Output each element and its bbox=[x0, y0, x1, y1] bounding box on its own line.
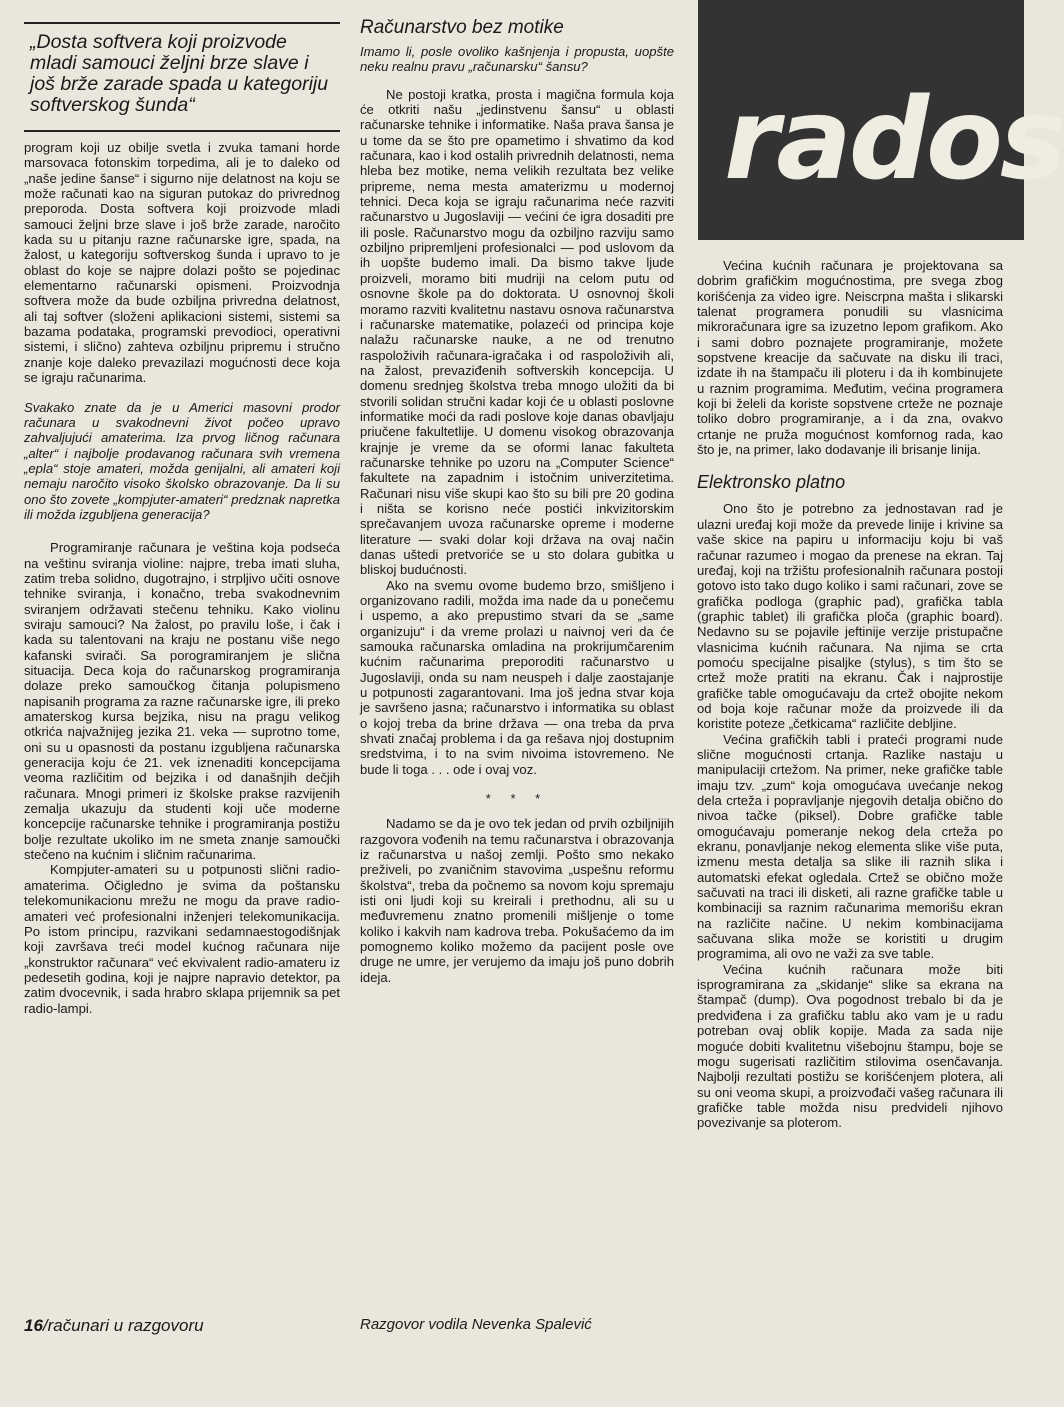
section-separator: * * * bbox=[485, 791, 549, 807]
middle-paragraph-3: Nadamo se da je ovo tek jedan od prvih ozbiljnijih razgovora vođenih na temu računarstva i obrazovanja iz računarstva u našoj zemlji. Pošto smo nekako preživeli, po zvaničnim stavovima „uspešnu reformu školstva“, treba da počnemo sa novom koju spremaju isti oni ljudi koji su kreirali i prethodnu, ali su u međuvremenu znatno promenili mišljenje o tome koliko i kakvih nam kadrova treba. Pokušaćemo da im pomognemo koliko možemo da pacijent posle ove druge ne umre, jer verujemo da imaju još puno dobrih ideja. bbox=[360, 816, 674, 985]
middle-paragraph-1: Ne postoji kratka, prosta i magična formula koja će otkriti našu „jedinstvenu šansu“ u oblasti računarske tehnike i informatike. Naša prava šansa je u tome da se što pre opametimo i shvatimo da kod računara, kao i kod ostalih privrednih delatnosti, nema hleba bez motike, nema velikih rezultata bez velike pripreme, nema mesta amaterizmu u modernoj tehnici. Deca koja se igraju računarima neće razviti računarstvo u Jugoslaviji — većini će igra dosaditi pre ili posle. Računarstvo mogu da ozbiljno razviju samo ozbiljno pripremljeni profesionalci — pod uslovom da ih uopšte budemo imali. Da bismo takve ljude proizveli, moramo biti mudriji na celom putu od osnovne škole pa do doktorata. U osnovnoj školi moramo razviti kvalitetnu nastavu osnova računarstva i računarske matematike, polazeći od principa koje nalažu računarske nauke, a ne od trenutno raspoloživih računara-igračaka i od raspoloživih ali, na žalost, prevaziđenih softverskih koncepcija. U domenu srednjeg školstva treba mnogo uložiti da bi stvorili solidan stručni kadar koji će u oblasti poslovne informatike moći da radi poslove koje danas obavljaju priučene fakultetlije. U domenu visokog obrazovanja krajnje je vreme da se oformi lanac fakulteta računarske tehnike po uzoru na „Computer Science“ fakultete na zapadnim i istočnim univerzitetima. Računari nisu više skupi kao što su bili pre 20 godina i ništa se korisno neće postići inkvizitorskim sprečavanjem uvoza računarske opreme i moderne literature — svaki dolar koji država na ovaj način danas uštedi pretvoriće se u sto dolara gubitka u bliskoj budućnosti. bbox=[360, 86, 674, 578]
top-rule-left bbox=[24, 22, 340, 24]
middle-paragraph-2: Ako na svemu ovome budemo brzo, smišljeno i organizovano radili, možda ima nade da u ponečemu i uspemo, a ako prepustimo stvari da se „same organizuju“ i da vreme prolazi u naivnoj veri da će samouka računarska omladina na prokrijumčarenim kućnim računarima preporoditi računarstvo u Jugoslaviji, onda su nam neuspeh i dalje zaostajanje u potpunosti zagarantovani. Ima još jedna stvar koja je savršeno jasna; računarstvo i informatika su oblast o kojoj treba da brine država — ona treba da prva shvati značaj problema i da ga rešava njoj dostupnim sredstvima, i to na svim nivoima istovremeno. Ne bude li toga . . . ode i ovaj voz. bbox=[360, 577, 674, 777]
middle-column bbox=[360, 44, 674, 985]
rados-banner bbox=[698, 0, 1064, 240]
interview-credit: Razgovor vodila Nevenka Spalević bbox=[360, 1316, 592, 1333]
banner-title: rados bbox=[724, 75, 1064, 205]
section-name: /računari u razgovoru bbox=[42, 1316, 204, 1335]
left-paragraph-2: Programiranje računara je veština koja podseća na veštinu sviranja violine: najpre, treba imati sluha, zatim treba solidno, dugotrajno, i strpljivo učiti osnove tehnike sviranja, i konačno, treba svakodnevnim sviranjem održavati stečenu tehniku. Kako violinu sviraju samouci? Na žalost, po pravilu loše, i čak i kada su talentovani na kraju ne postanu više nego kafanski svirači. Sa porogramiranjem je slična situacija. Deca koja do računarskog programiranja dolaze preko samoučkog čitanja polupismeno napisanih programa za razne računarske igre, ili preko amaterskog kursa bejzika, nisu na pragu velikog otkrića najvažnijeg jezika 21. veka — suprotno tome, oni su u opasnosti da postanu izgubljena računarska generacija koju će 21. vek iznenaditi koncepcijama veoma različitim od bejzika i od današnjih dečjih računara. Mnogi primeri iz školske prakse razvijenih zemalja ukazuju da studenti koji uče moderne koncepcije računarske tehnike i programiranja postižu bolje rezultate ukoliko im ne smeta znanje samoučki stečeno na kućnim i sličnim računarima. bbox=[24, 540, 340, 863]
section-heading-racunarstvo: Računarstvo bez motike bbox=[360, 17, 564, 38]
pull-quote: „Dosta softvera koji proizvode mladi samouci željni brze slave i još brže zarade spada u kategoriju softverskog šunda“ bbox=[30, 31, 329, 116]
right-paragraph-2: Ono što je potrebno za jednostavan rad je ulazni uređaj koji može da prevede linije i krivine sa vaše skice na papiru u informaciju koju bi vaš računar razumeo i mogao da prenese na ekran. Taj uređaj, koji na tržištu profesionalnih računara postoji gotovo isto tako dugo koliko i sami računari, zove se grafička podloga (graphic pad), grafička tabla (graphic tablet) ili grafička ploča (graphic board). Nedavno su se pojavile jeftinije verzije pristupačne vlasnicima kućnih računara. Na njima se crta pomoću specijalne pisaljke (stylus), s tim što se crtež može pratiti na ekranu. Čak i najprostije grafičke table omogućavaju da crtež obojite nekom od boja koje računar može da proizvede ili da koristite poteze „četkicama“ različite debljine. bbox=[697, 501, 1003, 732]
left-column bbox=[24, 140, 340, 1016]
right-paragraph-3: Većina grafičkih tabli i prateći programi nude slične mogućnosti crtanja. Razlike nastaju u manipulaciji crtežom. Na primer, neke grafičke table imaju tzv. „zum“ koja omogućava uvećanje nekog dela crteža i popravljanje njegovih detalja obično do nivoa tačke (piksel). Dobre grafičke table omogućavaju pomeranje nekog dela crteža po ekranu, ponavljanje nekog elementa slike više puta, izmenu mesta detalja sa slike ili raznih slika i automatski efekat ogledala. Crtež se obično može sačuvati na traci ili disketi, ali razne grafičke table u kombinaciji sa raznim računarima memorišu ekran na različite načine. U nekim kombinacijama sačuvana slika može se koristiti u drugim programima, ali ovo ne važi za sve table. bbox=[697, 731, 1003, 962]
right-paragraph-1: Većina kućnih računara je projektovana sa dobrim grafičkim mogućnostima, pre svega zbog korišćenja za video igre. Neiscrpna mašta i slikarski talenat programera ponudili su vlasnicima mikroračunara igre sa izuzetno lepom grafikom. Ako i sami dobro poznajete programiranje, možete sopstvene kreacije da sačuvate na disku ili traci, izdate ih na štampaču ili ploteru i da ih kombinujete u raznim programima. Međutim, većina programera koji bi želeli da koriste sopstvene crteže ne poznaje toliko dobro programiranje, a i da zna, ovakvo crtanje ne pruža mogućnost komfornog rada, kao što je, na primer, lako dodavanje ili brisanje linija. bbox=[697, 258, 1003, 458]
page-number: 16 bbox=[24, 1316, 43, 1335]
left-paragraph-1: program koji uz obilje svetla i zvuka tamani horde marsovaca fotonskim torpedima, ali je to daleko od „naše jedine šanse“ i sigurno nije delatnost na koju se može računati kao na siguran putokaz do privrednog preporoda. Dosta softvera koji proizvode mladi samouci željni brze slave i još brže zarade, naročito kada su u pitanju razne računarske igre, spada, na žalost, u kategoriju softverskog šunda i upravo to je oblast do koje se najpre dolazi pošto se pojedinac elementarno računarski opismeni. Proizvodnja softvera može da bude ozbiljna privredna delatnost, ali taj softver (složeni aplikacioni sistemi, sistemi sa bazama podataka, programski prevodioci, operativni sistemi, i slično) zahteva ozbiljnu pripremu i stručno znanje koje daleko prevazilazi mogućnosti dece koja se igraju računarima. bbox=[24, 140, 340, 386]
right-column bbox=[697, 258, 1003, 1131]
page-footer bbox=[24, 1316, 204, 1336]
interview-question-2: Imamo li, posle ovoliko kašnjenja i propusta, uopšte neku realnu pravu „računarsku“ šansu? bbox=[360, 44, 674, 75]
interview-question-1: Svakako znate da je u Americi masovni prodor računara u svakodnevni život počeo upravo zahvaljujući amaterima. Iza prvog ličnog računara „alter“ i najbolje prodavanog računara svih vremena „epla“ stoje amateri, možda genijalni, ali amateri koji nemaju naročito visoko školsko obrazovanje. Da li su ono što zovete „kompjuter-amateri“ predznak napretka ili možda izgubljena generacija? bbox=[24, 399, 340, 522]
right-paragraph-4: Većina kućnih računara može biti isprogramirana za „skidanje“ slike sa ekrana na štampač (dump). Ova pogodnost trebalo bi da je predviđena i za grafičku tablu ako vam je u radu potreban ovaj oblik kopije. Mada za sada nije moguće dobiti kvalitetnu višebojnu štampu, boje se mogu sugerisati različitim stilovima osenčavanja. Najbolji rezultati postižu se korišćenjem plotera, ali su oni veoma skupi, a proizvođači vašeg računara ili grafičke table možda nisu predvideli njihovo povezivanje sa ploterom. bbox=[697, 961, 1003, 1131]
section-heading-elektronsko: Elektronsko platno bbox=[697, 472, 846, 493]
pull-quote-rule bbox=[24, 130, 340, 132]
left-paragraph-3: Kompjuter-amateri su u potpunosti slični radio-amaterima. Očigledno je svima da poštansku telekomunikacionu mrežu ne mogu da prave radio-amateri već profesionalni inženjeri telekomunikacija. Po istom principu, razvikani sedamnaestogodišnjak koji završava treći model kućnog računara nije „konstruktor računara“ već ekvivalent radio-amateru iz pedesetih godina, koji je najpre napravio detektor, pa zatim dvocevnik, i sada hrabro sklapa prijemnik sa pet radio-lampi. bbox=[24, 862, 340, 1016]
